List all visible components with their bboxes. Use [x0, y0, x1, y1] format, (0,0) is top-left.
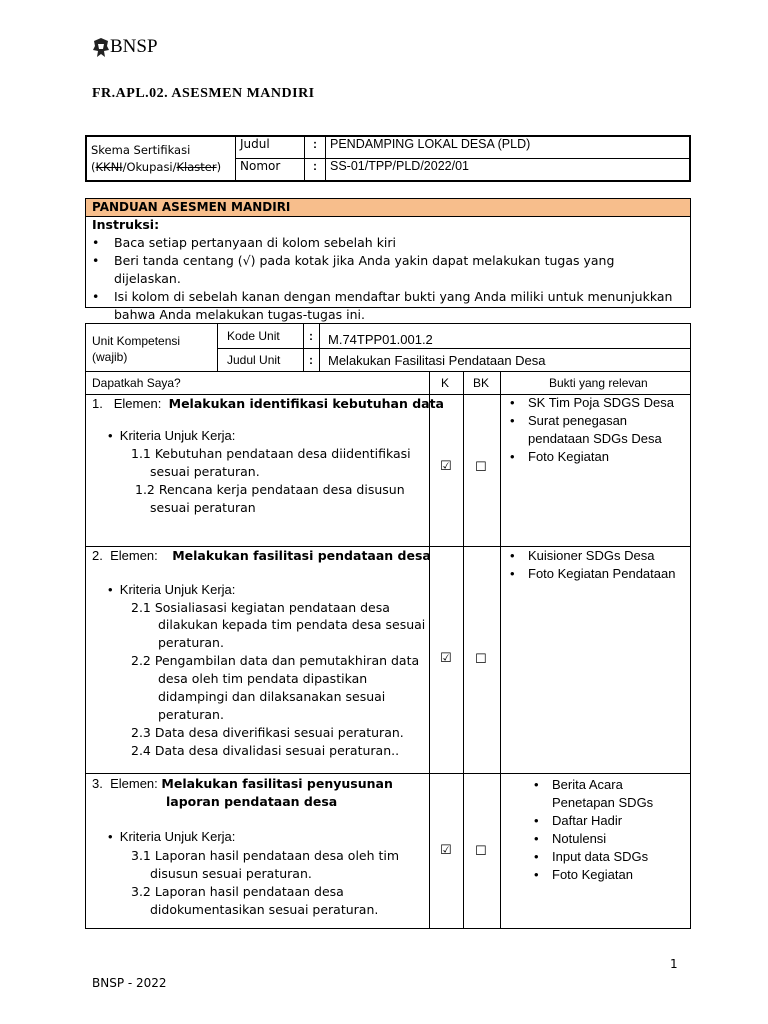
col-question: Dapatkah Saya?: [92, 376, 181, 390]
evidence-item: • Kuisioner SDGs Desa: [504, 547, 675, 565]
instruction-item: • Baca setiap pertanyaan di kolom sebelah kiri: [86, 234, 679, 252]
nomor-label: Nomor: [236, 159, 305, 182]
instruction-item: • Isi kolom di sebelah kanan dengan mendaftar bukti yang Anda miliki untuk menunjukkan bahwa Anda melakukan tugas-tugas ini.: [86, 288, 679, 324]
criteria-line: desa oleh tim pendata dipastikan: [158, 671, 368, 686]
evidence-item: • Surat penegasan: [504, 412, 674, 430]
criteria-line: disusun sesuai peraturan.: [150, 866, 312, 881]
skema-table: [85, 135, 691, 182]
evidence-item: • Foto Kegiatan Pendataan: [504, 565, 675, 583]
nomor-value: SS-01/TPP/PLD/2022/01: [326, 159, 691, 182]
judul-unit-label: Judul Unit: [227, 353, 281, 367]
criteria-line: 2.3 Data desa diverifikasi sesuai peraturan.: [131, 725, 404, 740]
evidence-item: • Input data SDGs: [528, 848, 653, 866]
footer-text: BNSP - 2022: [92, 976, 167, 990]
criteria-line: didokumentasikan sesuai peraturan.: [150, 902, 379, 917]
criteria-line: 1.2 Rencana kerja pendataan desa disusun: [135, 482, 405, 497]
instructions-label: Instruksi:: [92, 217, 160, 232]
evidence-list: [528, 776, 653, 884]
garuda-icon: [92, 38, 110, 58]
document-title: FR.APL.02. ASESMEN MANDIRI: [92, 86, 315, 101]
k-checkbox-checked[interactable]: ☑: [440, 651, 452, 666]
k-checkbox-checked[interactable]: ☑: [440, 459, 452, 474]
judul-label: Judul: [236, 136, 305, 159]
criteria-line: 2.1 Sosialiasasi kegiatan pendataan desa: [131, 600, 390, 615]
criteria-line: sesuai peraturan.: [150, 464, 260, 479]
skema-label: Skema Sertifikasi (KKNI/Okupasi/Klaster): [86, 136, 236, 181]
criteria-line: dilakukan kepada tim pendata desa sesuai: [158, 617, 426, 632]
criteria-line: sesuai peraturan: [150, 500, 256, 515]
criteria-line: 2.4 Data desa divalidasi sesuai peraturan..: [131, 743, 400, 758]
unit-label: Unit Kompetensi (wajib): [92, 334, 181, 364]
evidence-item: • Daftar Hadir: [528, 812, 653, 830]
competency-table: [85, 323, 691, 929]
judul-value: PENDAMPING LOKAL DESA (PLD): [326, 136, 691, 159]
colon: :: [309, 329, 313, 343]
bnsp-logo: [92, 36, 172, 62]
evidence-item-cont: pendataan SDGs Desa: [528, 431, 662, 446]
criteria-line: 3.2 Laporan hasil pendataan desa: [131, 884, 344, 899]
kuk-label: • Kriteria Unjuk Kerja:: [108, 428, 236, 443]
page-number: 1: [670, 957, 678, 971]
evidence-item-cont: Penetapan SDGs: [552, 795, 654, 810]
logo-text: BNSP: [110, 36, 158, 57]
criteria-line: 3.1 Laporan hasil pendataan desa oleh tim: [131, 848, 400, 863]
judul-unit-value: Melakukan Fasilitasi Pendataan Desa: [328, 353, 546, 368]
evidence-list: [504, 547, 675, 583]
evidence-item: • Foto Kegiatan: [528, 866, 653, 884]
col-bk: BK: [473, 376, 490, 390]
kuk-label: • Kriteria Unjuk Kerja:: [108, 582, 236, 597]
col-k: K: [441, 376, 450, 390]
kode-label: Kode Unit: [227, 329, 280, 343]
bk-checkbox[interactable]: ☐: [475, 460, 487, 475]
kode-value: M.74TPP01.001.2: [328, 332, 433, 347]
criteria-line: peraturan.: [158, 707, 224, 722]
evidence-item: • Foto Kegiatan: [504, 448, 674, 466]
evidence-item: • Notulensi: [528, 830, 653, 848]
bk-checkbox[interactable]: ☐: [475, 652, 487, 667]
col-evidence: Bukti yang relevan: [549, 376, 648, 390]
colon: :: [309, 353, 313, 367]
element-3-heading-cont: laporan pendataan desa: [166, 794, 338, 809]
element-3-heading: 3. Elemen: Melakukan fasilitasi penyusunan: [92, 776, 393, 791]
bk-checkbox[interactable]: ☐: [475, 844, 487, 859]
criteria-line: peraturan.: [158, 635, 224, 650]
instructions-list: [86, 234, 679, 324]
evidence-item: • Berita Acara: [528, 776, 653, 794]
element-1-heading: 1. Elemen: Melakukan identifikasi kebutuhan data: [92, 396, 444, 411]
guide-box: [85, 198, 691, 322]
colon: :: [305, 136, 326, 159]
colon: :: [305, 159, 326, 182]
evidence-item: • SK Tim Poja SDGS Desa: [504, 394, 674, 412]
criteria-line: 2.2 Pengambilan data dan pemutakhiran data: [131, 653, 420, 668]
kuk-label: • Kriteria Unjuk Kerja:: [108, 829, 236, 844]
criteria-line: didampingi dan dilaksanakan sesuai: [158, 689, 386, 704]
k-checkbox-checked[interactable]: ☑: [440, 843, 452, 858]
criteria-line: 1.1 Kebutuhan pendataan desa diidentifikasi: [131, 446, 411, 461]
element-2-heading: 2. Elemen: Melakukan fasilitasi pendataan desa: [92, 548, 431, 563]
guide-header: PANDUAN ASESMEN MANDIRI: [86, 199, 690, 217]
instruction-item: • Beri tanda centang (√) pada kotak jika Anda yakin dapat melakukan tugas yang dijelaskan.: [86, 252, 679, 288]
evidence-list: [504, 394, 674, 466]
